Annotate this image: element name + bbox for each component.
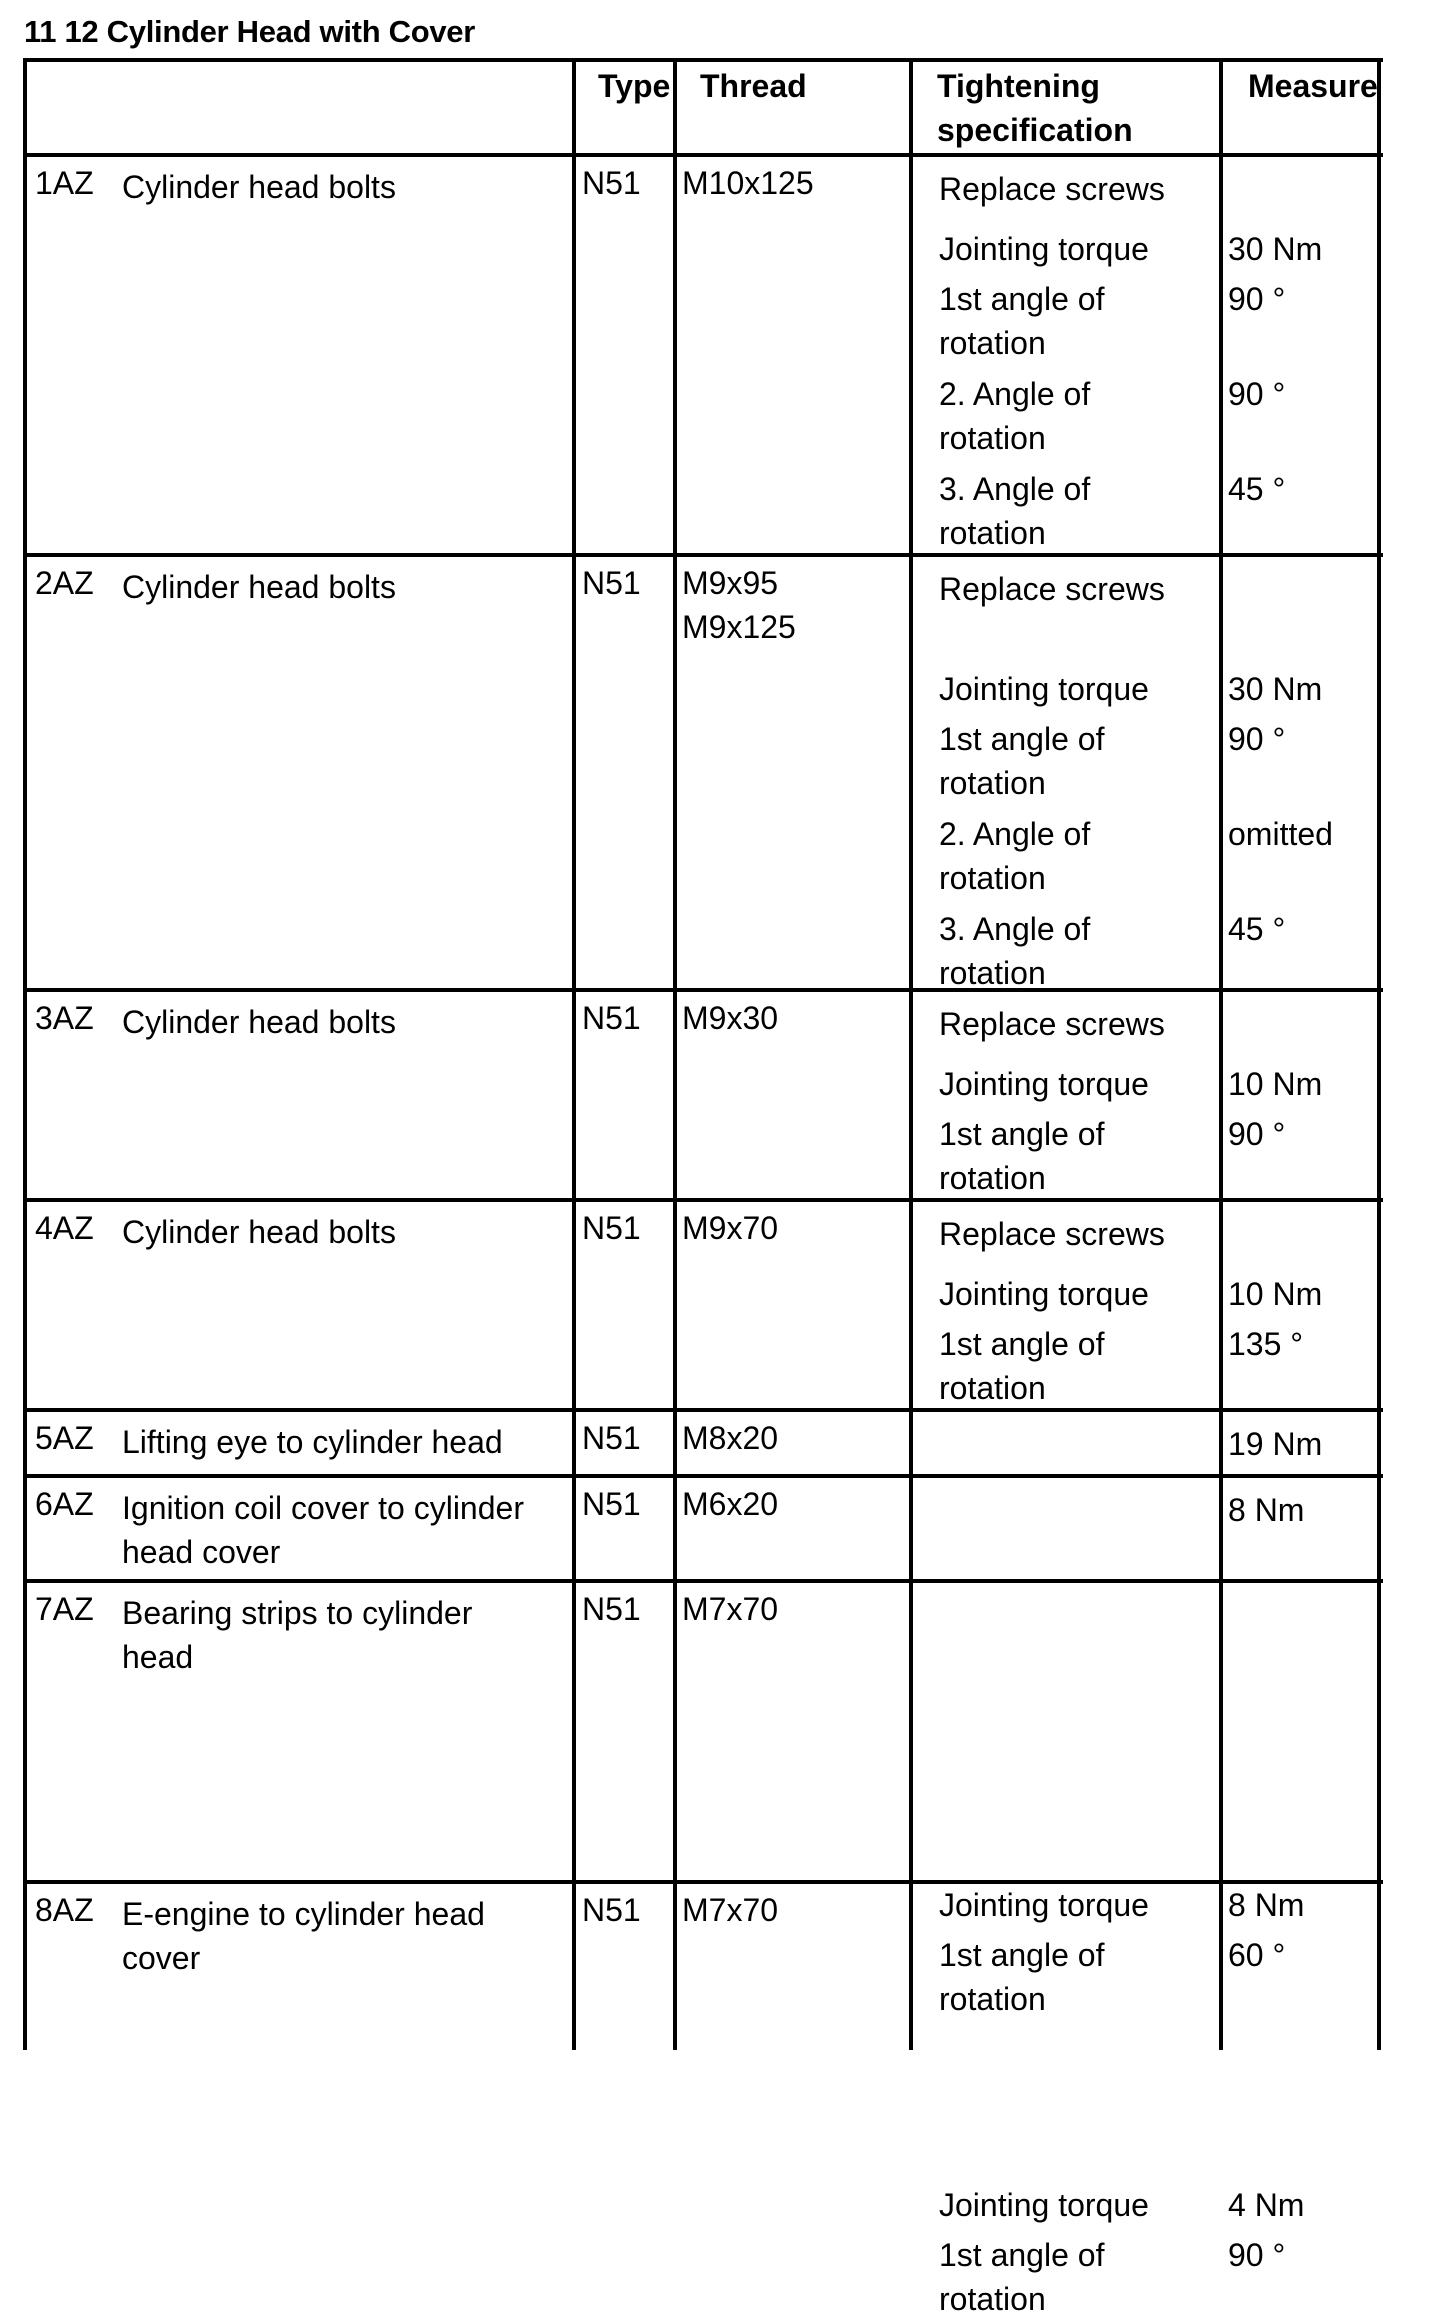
row-type: N51 — [582, 1210, 641, 1246]
row-divider — [25, 1579, 1383, 1583]
row-thread: M7x70 — [682, 1892, 779, 1928]
row-type: N51 — [582, 1486, 641, 1522]
spec-label: Jointing torque — [939, 231, 1149, 267]
row-part-name: Cylinder head bolts — [122, 169, 396, 205]
column-divider — [909, 58, 913, 2050]
row-thread: M9x125 — [682, 609, 796, 645]
row-part-name: Lifting eye to cylinder head — [122, 1424, 503, 1460]
row-part-name: Cylinder head bolts — [122, 1004, 396, 1040]
row-type: N51 — [582, 1420, 641, 1456]
spec-label: Jointing torque — [939, 1066, 1149, 1102]
row-part-name: Ignition coil cover to cylinder — [122, 1490, 524, 1526]
row-type: N51 — [582, 565, 641, 601]
row-id: 1AZ — [35, 165, 94, 201]
spec-label: Jointing torque — [939, 2187, 1149, 2223]
header-bottom-border — [25, 153, 1383, 157]
row-divider — [25, 1198, 1383, 1202]
spec-measure: 90 ° — [1228, 281, 1286, 317]
spec-label: rotation — [939, 1160, 1046, 1196]
spec-label: 1st angle of — [939, 281, 1105, 317]
spec-label: Replace screws — [939, 571, 1165, 607]
spec-label: 1st angle of — [939, 721, 1105, 757]
row-id: 6AZ — [35, 1486, 94, 1522]
row-part-name: head cover — [122, 1534, 281, 1570]
spec-measure: 90 ° — [1228, 376, 1286, 412]
spec-label: rotation — [939, 1370, 1046, 1406]
spec-label: rotation — [939, 325, 1046, 361]
spec-label: 3. Angle of — [939, 471, 1091, 507]
row-id: 4AZ — [35, 1210, 94, 1246]
spec-measure: 90 ° — [1228, 721, 1286, 757]
table-top-border — [25, 58, 1383, 62]
spec-measure: 90 ° — [1228, 2237, 1286, 2273]
row-type: N51 — [582, 165, 641, 201]
spec-label: 1st angle of — [939, 1116, 1105, 1152]
spec-label: 1st angle of — [939, 1937, 1105, 1973]
spec-measure: 30 Nm — [1228, 671, 1323, 707]
spec-label: Jointing torque — [939, 1276, 1149, 1312]
spec-label: 1st angle of — [939, 2237, 1105, 2273]
spec-label: Replace screws — [939, 171, 1165, 207]
column-divider — [673, 58, 677, 2050]
spec-measure: 10 Nm — [1228, 1276, 1323, 1312]
row-thread: M9x95 — [682, 565, 779, 601]
row-part-name: Cylinder head bolts — [122, 1214, 396, 1250]
row-divider — [25, 1474, 1383, 1478]
column-header-thread: Thread — [700, 68, 807, 104]
spec-label: rotation — [939, 1981, 1046, 2017]
spec-label: rotation — [939, 420, 1046, 456]
spec-measure: 10 Nm — [1228, 1066, 1323, 1102]
spec-label: rotation — [939, 860, 1046, 896]
row-divider — [25, 988, 1383, 992]
row-type: N51 — [582, 1000, 641, 1036]
row-divider — [25, 1880, 1383, 1884]
column-header-tightening: Tightening — [937, 68, 1100, 104]
spec-label: rotation — [939, 515, 1046, 551]
column-header-tightening: specification — [937, 112, 1133, 148]
spec-label: Replace screws — [939, 1006, 1165, 1042]
spec-measure: 8 Nm — [1228, 1492, 1305, 1528]
row-thread: M9x30 — [682, 1000, 779, 1036]
row-divider — [25, 553, 1383, 557]
row-thread: M9x70 — [682, 1210, 779, 1246]
spec-measure: 19 Nm — [1228, 1426, 1323, 1462]
row-id: 3AZ — [35, 1000, 94, 1036]
column-header-measure: Measure — [1248, 68, 1378, 104]
spec-measure: omitted — [1228, 816, 1333, 852]
spec-label: 2. Angle of — [939, 816, 1091, 852]
row-part-name: Cylinder head bolts — [122, 569, 396, 605]
spec-measure: 45 ° — [1228, 911, 1286, 947]
column-divider — [23, 58, 27, 2050]
spec-measure: 30 Nm — [1228, 231, 1323, 267]
row-id: 5AZ — [35, 1420, 94, 1456]
spec-measure: 4 Nm — [1228, 2187, 1305, 2223]
spec-label: rotation — [939, 2281, 1046, 2317]
spec-label: 3. Angle of — [939, 911, 1091, 947]
column-divider — [572, 58, 576, 2050]
spec-label: 1st angle of — [939, 1326, 1105, 1362]
spec-label: rotation — [939, 955, 1046, 991]
row-thread: M6x20 — [682, 1486, 779, 1522]
row-id: 2AZ — [35, 565, 94, 601]
row-id: 7AZ — [35, 1591, 94, 1627]
spec-measure: 8 Nm — [1228, 1887, 1305, 1923]
column-divider — [1377, 58, 1381, 2050]
spec-measure: 60 ° — [1228, 1937, 1286, 1973]
row-part-name: E-engine to cylinder head — [122, 1896, 485, 1932]
row-thread: M8x20 — [682, 1420, 779, 1456]
page-title: 11 12 Cylinder Head with Cover — [24, 14, 476, 49]
spec-measure: 135 ° — [1228, 1326, 1304, 1362]
row-id: 8AZ — [35, 1892, 94, 1928]
spec-label: 2. Angle of — [939, 376, 1091, 412]
row-type: N51 — [582, 1591, 641, 1627]
row-part-name: cover — [122, 1940, 201, 1976]
row-thread: M10x125 — [682, 165, 814, 201]
row-divider — [25, 1408, 1383, 1412]
row-type: N51 — [582, 1892, 641, 1928]
spec-label: rotation — [939, 765, 1046, 801]
spec-label: Jointing torque — [939, 671, 1149, 707]
column-header-type: Type — [598, 68, 671, 104]
spec-label: Replace screws — [939, 1216, 1165, 1252]
row-thread: M7x70 — [682, 1591, 779, 1627]
spec-measure: 90 ° — [1228, 1116, 1286, 1152]
row-part-name: head — [122, 1639, 194, 1675]
column-divider — [1219, 58, 1223, 2050]
row-part-name: Bearing strips to cylinder — [122, 1595, 473, 1631]
spec-measure: 45 ° — [1228, 471, 1286, 507]
spec-label: Jointing torque — [939, 1887, 1149, 1923]
